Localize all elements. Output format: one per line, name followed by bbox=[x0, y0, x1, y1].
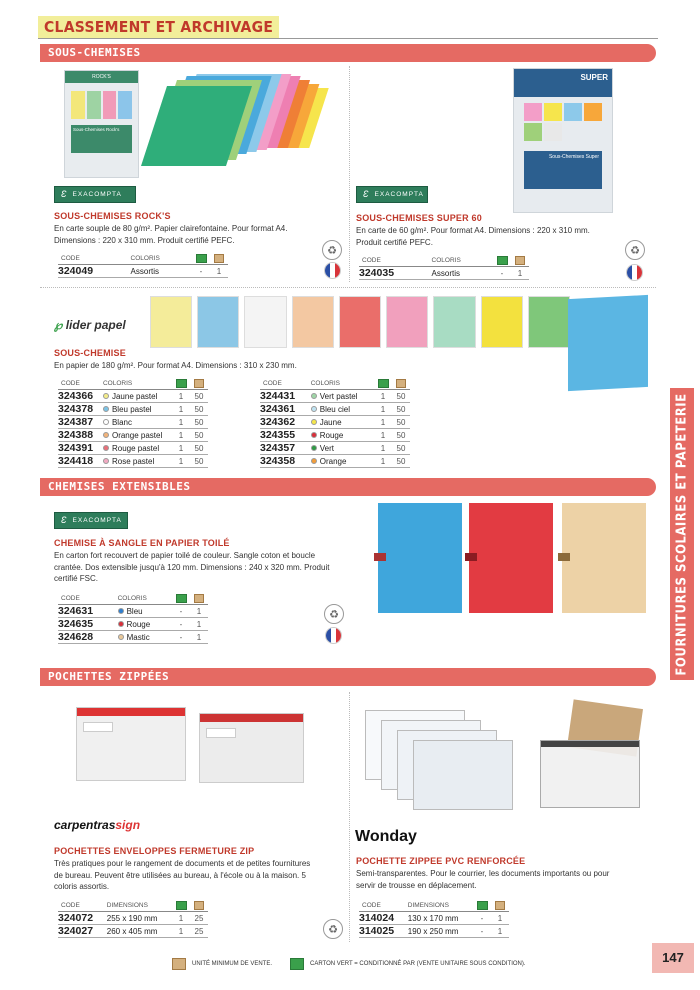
table-row: 324357 Vert 1 50 bbox=[260, 442, 410, 455]
table-row: 314024 130 x 170 mm - 1 bbox=[359, 912, 509, 925]
exacompta-logo: Ɛ EXACOMPTA bbox=[54, 186, 136, 203]
color-dot bbox=[103, 458, 109, 464]
product-description: En carte de 60 g/m². Pour format A4. Dimensions : 220 x 310 mm. Produit certifié PEFC. bbox=[356, 226, 590, 247]
unit-box-icon bbox=[172, 958, 186, 970]
side-category-label: FOURNITURES SCOLAIRES ET PAPETERIE bbox=[670, 388, 694, 680]
france-flag-icon bbox=[324, 262, 341, 279]
legend-carton: CARTON VERT = CONDITIONNÉ PAR (VENTE UNITAIRE SOUS CONDITION). bbox=[290, 958, 526, 970]
table-row: 324635 Rouge - 1 bbox=[58, 618, 208, 631]
carton-icon bbox=[176, 901, 187, 910]
product-description: En carte souple de 80 g/m². Papier clairefontaine. Pour format A4. Dimensions : 220 x 310 mm. Produit certifié PEFC. bbox=[54, 224, 288, 245]
product-description: En papier de 180 g/m². Pour format A4. Dimensions : 310 x 230 mm. bbox=[54, 361, 297, 370]
color-dot bbox=[118, 621, 124, 627]
table-row: 324628 Mastic - 1 bbox=[58, 631, 208, 644]
page-title: CLASSEMENT ET ARCHIVAGE bbox=[38, 16, 279, 38]
product-title: CHEMISE À SANGLE EN PAPIER TOILÉ bbox=[54, 538, 230, 548]
carton-icon bbox=[497, 256, 508, 265]
recycling-icon: ♻ bbox=[322, 240, 342, 260]
table-row: 324387 Blanc 1 50 bbox=[58, 416, 208, 429]
recycling-icon: ♻ bbox=[323, 919, 343, 939]
product-table: CODE COLORIS 324049 Assortis - 1 bbox=[58, 253, 228, 278]
exacompta-logo: Ɛ EXACOMPTA bbox=[54, 512, 128, 529]
product-title: SOUS-CHEMISES SUPER 60 bbox=[356, 213, 482, 223]
lider-folders-image bbox=[150, 296, 570, 348]
color-dot bbox=[311, 432, 317, 438]
section-sous-chemises: SOUS-CHEMISES bbox=[40, 44, 656, 62]
unit-box-icon bbox=[194, 594, 204, 603]
product-table-left: CODE COLORIS 324366 Jaune pastel 1 50 324378 Bleu pastel 1 50 324387 Blanc 1 50 324388 Orange pastel 1 50 324391 Rouge pastel 1 50 324418 Rose pastel 1 50 bbox=[58, 378, 208, 468]
unit-box-icon bbox=[495, 901, 505, 910]
unit-box-icon bbox=[214, 254, 224, 263]
product-title: SOUS-CHEMISE bbox=[54, 348, 126, 358]
zip-pouch-small-image bbox=[76, 707, 186, 781]
super-package-label: SUPER bbox=[580, 73, 608, 82]
legend-unit: UNITÉ MINIMUM DE VENTE. bbox=[172, 958, 272, 970]
carton-icon bbox=[196, 254, 207, 263]
color-dot bbox=[103, 419, 109, 425]
color-dot bbox=[103, 406, 109, 412]
table-row: 324049 Assortis - 1 bbox=[58, 265, 228, 278]
wonday-logo: Wonday bbox=[355, 828, 417, 845]
divider bbox=[40, 287, 656, 288]
carton-icon bbox=[176, 594, 187, 603]
pvc-pouches-image bbox=[365, 704, 650, 814]
rocks-folders-image bbox=[154, 70, 334, 170]
unit-box-icon bbox=[396, 379, 406, 388]
france-flag-icon bbox=[325, 627, 342, 644]
color-dot bbox=[311, 393, 317, 399]
table-row: 324431 Vert pastel 1 50 bbox=[260, 390, 410, 403]
carpentras-logo: carpentrassign bbox=[54, 818, 141, 832]
section-chemises-extensibles: CHEMISES EXTENSIBLES bbox=[40, 478, 656, 496]
unit-box-icon bbox=[194, 379, 204, 388]
section-pochettes-zippees: POCHETTES ZIPPÉES bbox=[40, 668, 656, 686]
exacompta-logo: Ɛ EXACOMPTA bbox=[356, 186, 428, 203]
product-description: Très pratiques pour le rangement de documents et de petites fournitures de bureau. Peuvent être utilisées au bureau, à l'école ou à la maison. 5 coloris assortis. bbox=[54, 859, 311, 891]
product-title: POCHETTE ZIPPEE PVC RENFORCÉE bbox=[356, 856, 526, 866]
table-row: 324366 Jaune pastel 1 50 bbox=[58, 390, 208, 403]
color-dot bbox=[118, 634, 124, 640]
super-package-image bbox=[513, 68, 613, 213]
red-strap-folder-image bbox=[469, 503, 553, 613]
table-row: 324418 Rose pastel 1 50 bbox=[58, 455, 208, 468]
super-package-sub: Sous-Chemises Super bbox=[524, 151, 602, 189]
color-dot bbox=[311, 458, 317, 464]
product-table-right: CODE COLORIS 324431 Vert pastel 1 50 324361 Bleu ciel 1 50 324362 Jaune 1 50 324355 Rouge 1 50 324357 Vert 1 50 324358 Orange 1 50 bbox=[260, 378, 410, 468]
table-row: 324072 255 x 190 mm 1 25 bbox=[58, 912, 208, 925]
carton-icon bbox=[378, 379, 389, 388]
carton-icon bbox=[176, 379, 187, 388]
carton-icon bbox=[477, 901, 488, 910]
table-row: 324391 Rouge pastel 1 50 bbox=[58, 442, 208, 455]
color-dot bbox=[311, 445, 317, 451]
color-dot bbox=[311, 406, 317, 412]
product-description: Semi-transparentes. Pour le courrier, les documents importants ou pour servir de trousse en déplacement. bbox=[356, 869, 610, 890]
product-title: SOUS-CHEMISES ROCK'S bbox=[54, 211, 171, 221]
table-row: 324362 Jaune 1 50 bbox=[260, 416, 410, 429]
table-row: 324355 Rouge 1 50 bbox=[260, 429, 410, 442]
unit-box-icon bbox=[515, 256, 525, 265]
color-dot bbox=[103, 393, 109, 399]
color-dot bbox=[311, 419, 317, 425]
lider-papel-logo: ℘ lider papel bbox=[54, 318, 126, 332]
table-row: 324388 Orange pastel 1 50 bbox=[58, 429, 208, 442]
table-row: 324378 Bleu pastel 1 50 bbox=[58, 403, 208, 416]
product-table: CODE DIMENSIONS 314024 130 x 170 mm - 1 314025 190 x 250 mm - 1 bbox=[359, 900, 509, 938]
column-divider bbox=[349, 692, 350, 942]
color-dot bbox=[103, 445, 109, 451]
column-divider bbox=[349, 66, 350, 282]
france-flag-icon bbox=[626, 264, 643, 281]
blue-strap-folder-image bbox=[378, 503, 462, 613]
product-table: CODE COLORIS 324631 Bleu - 1 324635 Rouge - 1 324628 Mastic - 1 bbox=[58, 593, 208, 644]
rocks-package-image bbox=[64, 70, 139, 178]
mastic-strap-folder-image bbox=[562, 503, 646, 613]
recycling-icon: ♻ bbox=[625, 240, 645, 260]
rocks-package-sub: Sous-Chemises Rock's bbox=[71, 125, 132, 153]
blue-folder-image bbox=[568, 295, 648, 391]
product-table: CODE DIMENSIONS 324072 255 x 190 mm 1 25 324027 260 x 405 mm 1 25 bbox=[58, 900, 208, 938]
product-table: CODE COLORIS 324035 Assortis - 1 bbox=[359, 255, 529, 280]
color-dot bbox=[103, 432, 109, 438]
product-title: POCHETTES ENVELOPPES FERMETURE ZIP bbox=[54, 846, 255, 856]
table-row: 324027 260 x 405 mm 1 25 bbox=[58, 925, 208, 938]
product-description: En carton fort recouvert de papier toilé de couleur. Sangle coton et boucle crantée. Dos extensible jusqu'à 120 mm. Dimensions : 240 x 320 mm. Produit certifié FSC. bbox=[54, 551, 330, 583]
table-row: 324358 Orange 1 50 bbox=[260, 455, 410, 468]
zip-pouch-large-image bbox=[199, 713, 304, 783]
recycling-icon: ♻ bbox=[324, 604, 344, 624]
table-row: 324631 Bleu - 1 bbox=[58, 605, 208, 618]
table-row: 314025 190 x 250 mm - 1 bbox=[359, 925, 509, 938]
table-row: 324035 Assortis - 1 bbox=[359, 267, 529, 280]
title-underline bbox=[38, 38, 658, 39]
table-row: 324361 Bleu ciel 1 50 bbox=[260, 403, 410, 416]
carton-icon bbox=[290, 958, 304, 970]
unit-box-icon bbox=[194, 901, 204, 910]
color-dot bbox=[118, 608, 124, 614]
rocks-package-label: ROCK'S bbox=[65, 71, 138, 83]
page-number: 147 bbox=[652, 943, 694, 973]
